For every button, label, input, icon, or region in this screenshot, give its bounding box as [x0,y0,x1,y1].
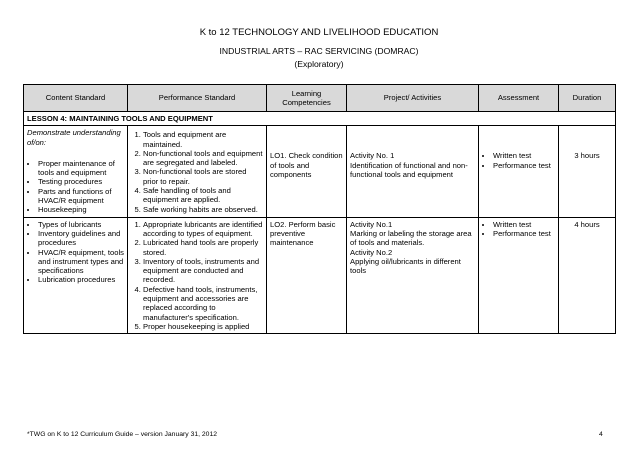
assessment-cell [479,126,559,217]
list-item: • Inventory guidelines and procedures [38,229,124,248]
lesson-title-row [24,112,616,126]
learning-competency-cell: LO1. Check condition of tools and components [267,126,347,217]
duration-cell: 4 hours [559,217,616,334]
list-item: 2. Non-functional tools and equipment are segregated and labeled. [143,149,263,168]
document-subtitle-type: (Exploratory) [294,59,344,69]
footer-note: *TWG on K to 12 Curriculum Guide – version January 31, 2012 [27,431,218,438]
list-item: • HVAC/R equipment, tools and instrument types and specifications [38,248,124,276]
list-item: • Testing procedures [38,177,124,186]
performance-list [131,220,263,332]
activities-cell [347,217,479,334]
lesson-title: LESSON 4: MAINTAINING TOOLS AND EQUIPMENT [24,112,616,126]
document-title: K to 12 TECHNOLOGY AND LIVELIHOOD EDUCATION [199,27,439,38]
activity-label: Activity No. 1 [350,151,395,161]
performance-standard-cell [128,217,267,334]
activities-cell [347,126,479,217]
performance-list [131,130,263,214]
list-item: • Performance test [493,229,555,238]
column-header-learning-competencies: Learning Competencies [267,85,347,112]
table-row [24,217,616,334]
list-item: 5. Proper housekeeping is applied [143,322,263,331]
list-item: 3. Inventory of tools, instruments and equipment are conducted and recorded. [143,257,263,285]
list-item: • Written test [493,151,555,160]
list-item: • Parts and functions of HVAC/R equipment [38,187,124,206]
learning-competency-cell: LO2. Perform basic preventive maintenance [267,217,347,334]
assessment-list [482,151,555,170]
activity-text: Applying oil/lubricants in different tools [350,256,461,276]
page-number: 4 [599,431,603,438]
activity-text: Identification of functional and non-functional tools and equipment [350,160,468,179]
list-item: • Housekeeping [38,205,124,214]
assessment-cell [479,217,559,334]
activity-text: Marking or labeling the storage area of tools and materials. [350,228,472,248]
content-list [27,220,124,285]
list-item: • Lubrication procedures [38,275,124,284]
curriculum-table [23,84,616,334]
table-header-row [24,85,616,112]
table-row [24,126,616,217]
list-item: • Written test [493,220,555,229]
list-item: 4. Defective hand tools, instruments, equipment and accessories are replaced according to manufacturer's specification. [143,285,263,322]
demo-text: Demonstrate understanding of/on: [27,128,121,147]
list-item: 1. Tools and equipment are maintained. [143,130,263,149]
content-list [27,159,124,215]
list-item: 1. Appropriate lubricants are identified according to types of equipment. [143,220,263,239]
column-header-duration: Duration [559,85,616,112]
content-standard-cell [24,217,128,334]
list-item: 4. Safe handling of tools and equipment are applied. [143,186,263,205]
list-item: 5. Safe working habits are observed. [143,205,263,214]
list-item: • Performance test [493,161,555,170]
column-header-performance-standard: Performance Standard [128,85,267,112]
duration-cell: 3 hours [559,126,616,217]
list-item: 3. Non-functional tools are stored prior to repair. [143,167,263,186]
column-header-content-standard: Content Standard [24,85,128,112]
activity-label: Activity No.2 [350,247,393,257]
list-item: 2. Lubricated hand tools are properly stored. [143,238,263,257]
column-header-project-activities: Project/ Activities [347,85,479,112]
list-item: • Types of lubricants [38,220,124,229]
list-item: • Proper maintenance of tools and equipment [38,159,124,178]
activity-label: Activity No.1 [350,219,393,229]
content-standard-cell [24,126,128,217]
assessment-list [482,220,555,239]
column-header-assessment: Assessment [479,85,559,112]
performance-standard-cell [128,126,267,217]
document-subtitle: INDUSTRIAL ARTS – RAC SERVICING (DOMRAC) [219,46,419,56]
